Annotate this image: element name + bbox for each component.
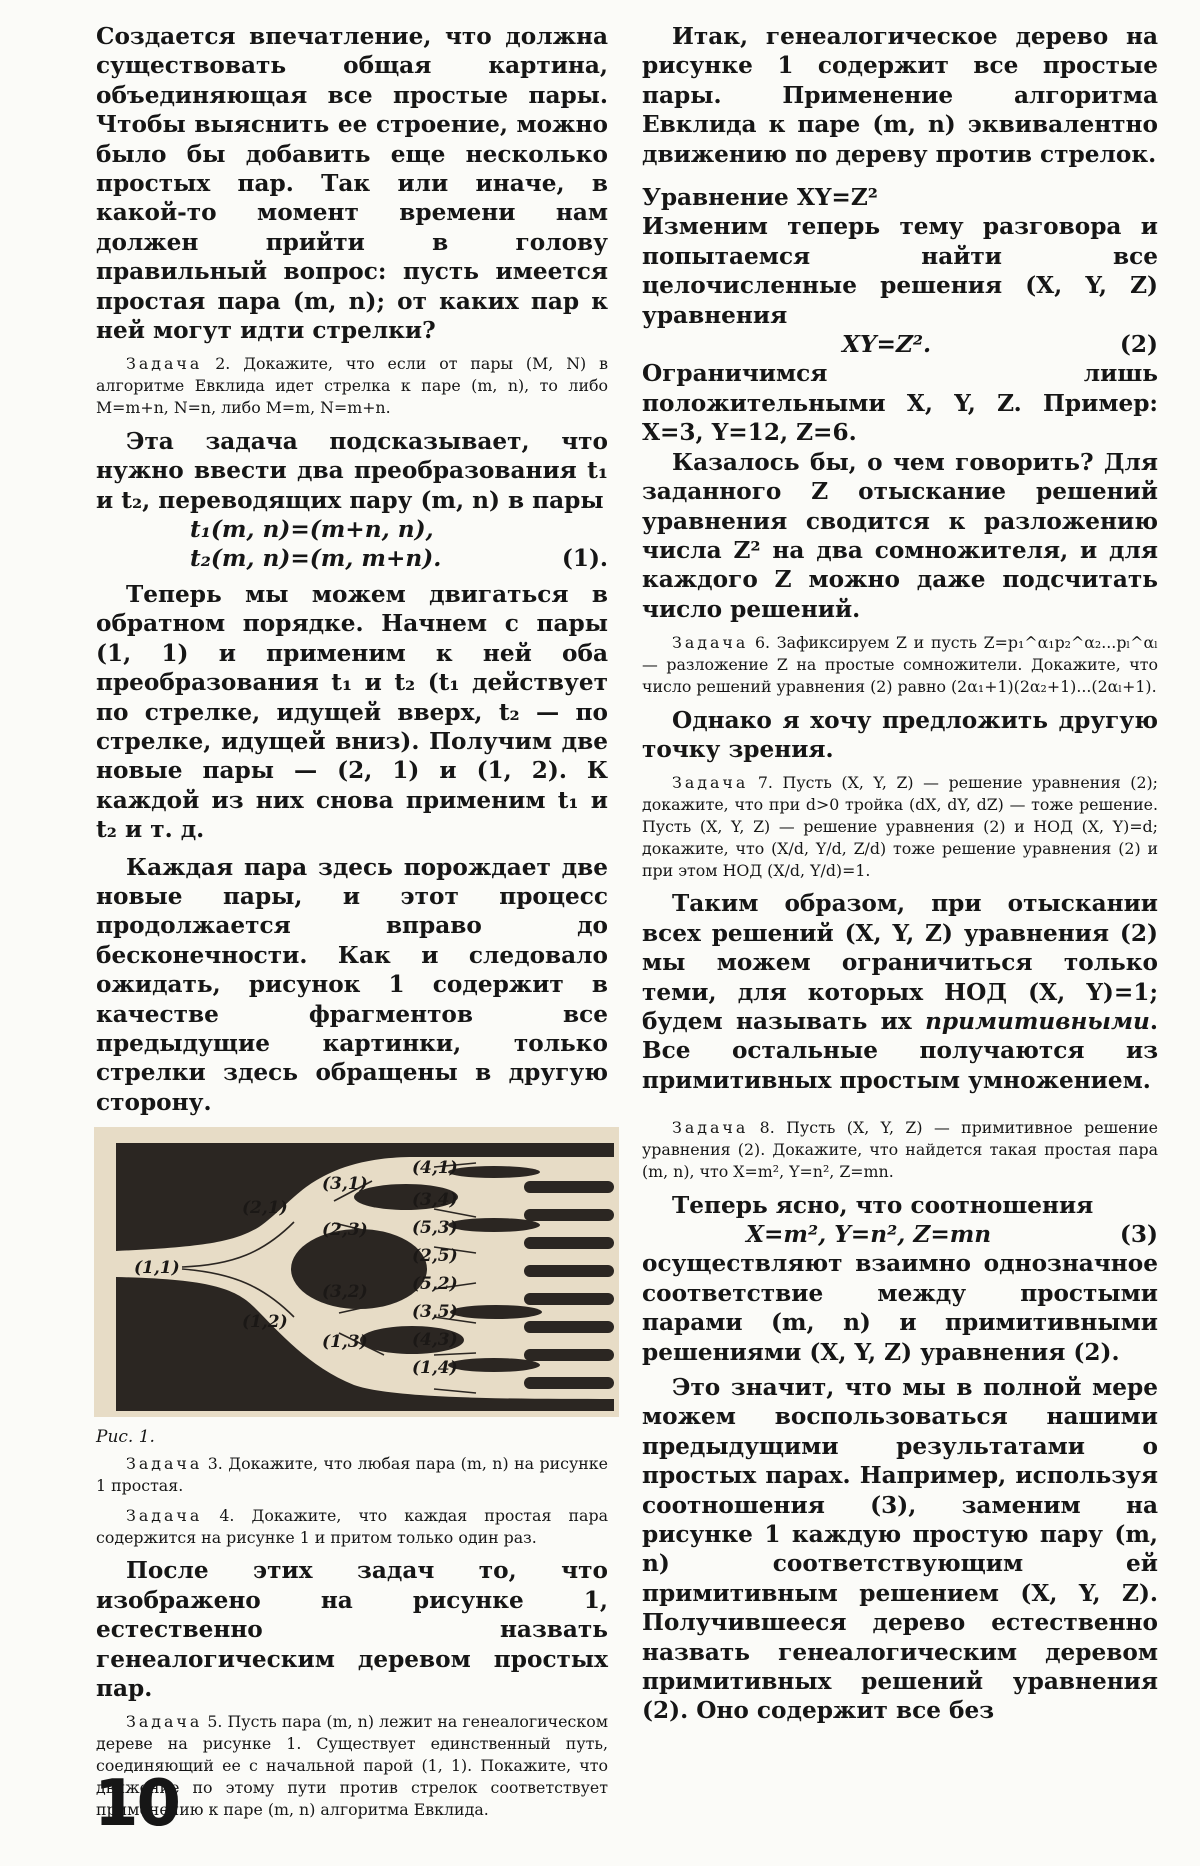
problem-text: 6. Зафиксируем Z и пусть Z=p₁^α₁p₂^α₂...pₗ^αₗ — разложение Z на простые сомножители. Докажите, что число решений уравнения (2) равно (2α₁+1)(2α₂+1)...(2αₗ+1). — [642, 633, 1158, 696]
paragraph: Создается впечатление, что должна существовать общая картина, объединяющая все простые пары. Чтобы выяснить ее строение, можно было бы добавить еще несколько простых пар. Так или иначе, в какой-то момент времени нам должен прийти в голову правильный вопрос: пусть имеется простая пара (m, n); от каких пар к ней могут идти стрелки? — [96, 23, 608, 345]
tree-label: (5,2) — [412, 1274, 458, 1295]
paragraph: Итак, генеалогическое дерево на рисунке 1 содержит все простые пары. Применение алгоритма Евклида к паре (m, n) эквивалентно движению по дереву против стрелок. — [642, 23, 1158, 168]
section-heading: Уравнение XY=Z² — [642, 184, 878, 212]
problem-text: 2. Докажите, что если от пары (M, N) в алгоритме Евклида идет стрелка к паре (m, n), то либо M=m+n, N=n, либо M=m, N=m+n. — [96, 354, 608, 418]
paragraph: осуществляют взаимно однозначное соответствие между простыми парами (m, n) и примитивными решениями (X, Y, Z) уравнения (2). — [642, 1250, 1158, 1366]
problem-label: Задача — [126, 1505, 203, 1525]
problem-3 — [96, 1453, 608, 1497]
paragraph-text: . Все остальные получаются из примитивных простым умножением. — [642, 1007, 1158, 1094]
page-number: 10 — [94, 1767, 180, 1841]
tree-label: (4,1) — [412, 1158, 458, 1179]
problem-label: Задача — [126, 1712, 203, 1732]
problem-text: 7. Пусть (X, Y, Z) — решение уравнения (2); докажите, что при d>0 тройка (dX, dY, dZ) — тоже решение. Пусть (X, Y, Z) — решение уравнения (2) и НОД (X, Y)=d; докажите, что (X/d, Y/d, Z/d) тоже решение уравнения (2) и при этом НОД (X/d, Y/d)=1. — [642, 773, 1158, 880]
tree-label: (1,4) — [412, 1358, 458, 1379]
paragraph: Ограничимся лишь положительными X, Y, Z. Пример: X=3, Y=12, Z=6. — [642, 360, 1158, 447]
formula-1b — [96, 544, 608, 573]
tree-label: (3,1) — [322, 1174, 368, 1195]
tree-label: (2,1) — [242, 1198, 288, 1219]
paragraph: Казалось бы, о чем говорить? Для заданного Z отыскание решений уравнения сводится к разложению числа Z² на два сомножителя, и для каждого Z можно даже подсчитать число решений. — [642, 448, 1158, 623]
tree-label: (5,3) — [412, 1218, 458, 1239]
tree-label: (1,3) — [322, 1332, 368, 1353]
tree-label: (3,5) — [412, 1302, 458, 1323]
problem-text: 5. Пусть пара (m, n) лежит на генеалогическом дереве на рисунке 1. Существует единственный путь, соединяющий ее с начальной парой (1, 1). Покажите, что движение по этому пути против стрелок соответствует применению к паре (m, n) алгоритма Евклида. — [96, 1712, 608, 1819]
formula-2 — [642, 330, 1158, 359]
tree-label: (2,5) — [412, 1246, 458, 1267]
tree-label: (3,2) — [322, 1282, 368, 1303]
emphasis-term: примитивными — [925, 1007, 1150, 1035]
paragraph: Это значит, что мы в полной мере можем воспользоваться нашими предыдущими результатами о простых парах. Например, используя соотношения (3), заменим на рисунке 1 каждую простую пару (m, n) соответствующим ей примитивным решением (X, Y, Z). Получившееся дерево естественно назвать генеалогическим деревом примитивных решений уравнения (2). Оно содержит все без — [642, 1373, 1158, 1725]
paragraph: Теперь мы можем двигаться в обратном порядке. Начнем с пары (1, 1) и применим к ней оба преобразования t₁ и t₂ (t₁ действует по стрелке, идущей вверх, t₂ — по стрелке, идущей вниз). Получим две новые пары — (2, 1) и (1, 2). К каждой из них снова применим t₁ и t₂ и т. д. — [96, 580, 608, 844]
left-column — [96, 22, 608, 1828]
tree-label: (2,3) — [322, 1220, 368, 1241]
paragraph-text: Таким образом, при отыскании всех решений (X, Y, Z) уравнения (2) мы можем ограничиться только теми, для которых НОД (X, Y)=1; будем называть их — [642, 890, 1158, 1035]
problem-2 — [96, 353, 608, 418]
tree-label: (1,2) — [242, 1312, 288, 1333]
problem-label: Задача — [126, 1454, 203, 1474]
formula-text: t₂(m, n)=(m, m+n). — [190, 545, 442, 573]
problem-6 — [642, 632, 1158, 697]
genealogical-tree-figure — [94, 1127, 619, 1417]
formula-text: X=m², Y=n², Z=mn — [746, 1220, 992, 1248]
paragraph: Каждая пара здесь порождает две новые пары, и этот процесс продолжается вправо до бесконечности. Как и следовало ожидать, рисунок 1 содержит в качестве фрагментов все предыдущие картинки, только стрелки здесь обращены в другую сторону. — [96, 853, 608, 1116]
formula-1a: t₁(m, n)=(m+n, n), — [190, 516, 434, 544]
tree-label: (4,3) — [412, 1330, 458, 1351]
formula-number: (1). — [561, 545, 608, 573]
problem-text: 3. Докажите, что любая пара (m, n) на рисунке 1 простая. — [96, 1454, 608, 1495]
problem-text: 4. Докажите, что каждая простая пара содержится на рисунке 1 и притом только один раз. — [96, 1505, 608, 1547]
problem-text: 8. Пусть (X, Y, Z) — примитивное решение уравнения (2). Докажите, что найдется такая простая пара (m, n), что X=m², Y=n², Z=mn. — [642, 1118, 1158, 1181]
paragraph: Изменим теперь тему разговора и попытаемся найти все целочисленные решения (X, Y, Z) уравнения — [642, 213, 1158, 329]
problem-label: Задача — [672, 773, 749, 793]
formula-3 — [642, 1220, 1158, 1249]
problem-4 — [96, 1505, 608, 1549]
paragraph: После этих задач то, что изображено на рисунке 1, естественно назвать генеалогическим деревом простых пар. — [96, 1557, 608, 1703]
formula-number: (3) — [1119, 1220, 1158, 1248]
figure-caption: Рис. 1. — [96, 1427, 155, 1448]
problem-8 — [642, 1117, 1158, 1182]
paragraph: Эта задача подсказывает, что нужно ввести два преобразования t₁ и t₂, переводящих пару (m, n) в пары — [96, 427, 608, 514]
problem-label: Задача — [126, 354, 203, 374]
formula-number: (2) — [1119, 331, 1158, 359]
formula-text: XY=Z². — [842, 331, 932, 359]
paragraph: Однако я хочу предложить другую точку зрения. — [642, 706, 1158, 763]
right-column — [642, 22, 1158, 1726]
paragraph — [642, 889, 1158, 1095]
problem-label: Задача — [672, 1118, 749, 1138]
problem-7 — [642, 772, 1158, 881]
paragraph: Теперь ясно, что соотношения — [672, 1191, 1094, 1219]
tree-label: (1,1) — [134, 1258, 180, 1279]
tree-label: (3,4) — [412, 1190, 458, 1211]
problem-label: Задача — [672, 633, 749, 653]
